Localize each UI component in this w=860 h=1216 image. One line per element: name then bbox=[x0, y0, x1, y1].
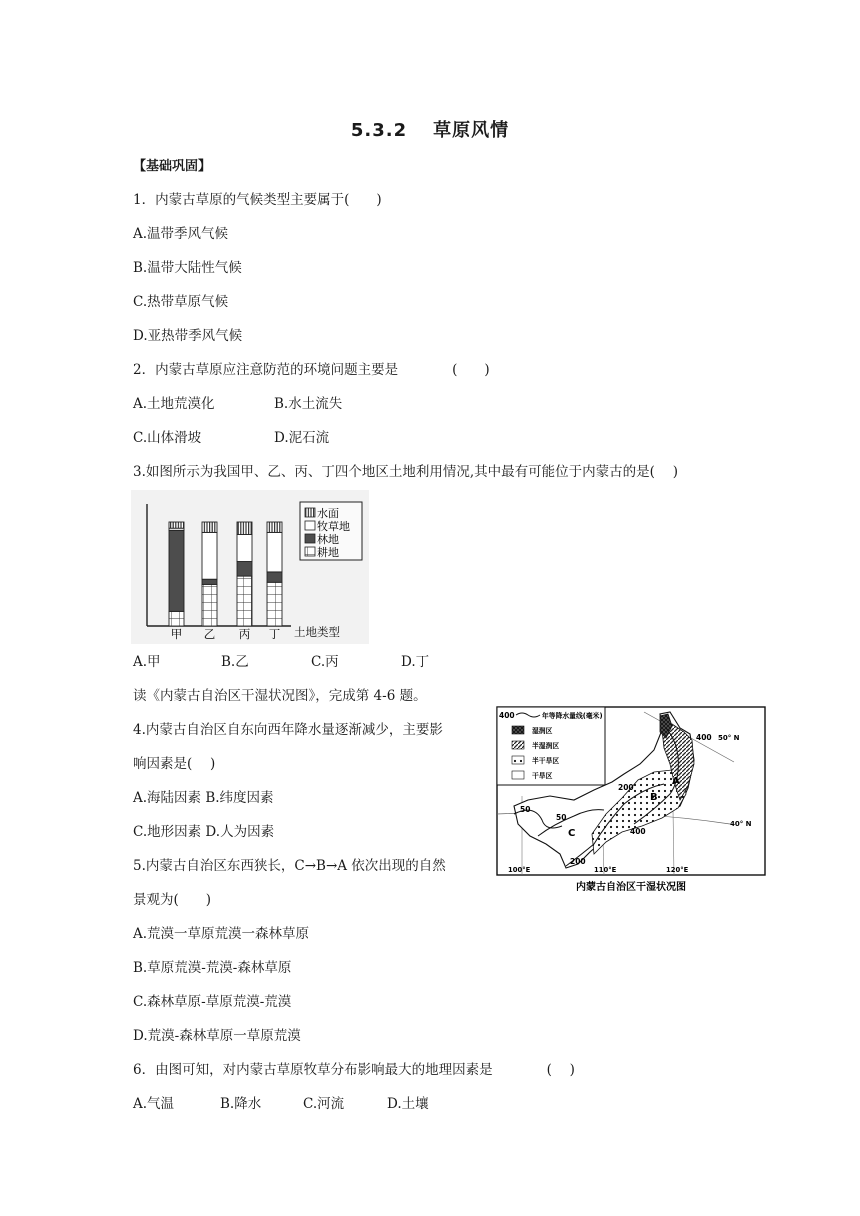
legend-label-semi-humid: 半湿润区 bbox=[532, 742, 560, 750]
question-1-option-d: D.亚热带季风气候 bbox=[133, 328, 243, 344]
lon-label-120: 120°E bbox=[666, 866, 689, 874]
isohyet-label-400-east: 400 bbox=[696, 733, 712, 742]
bar-4-pasture bbox=[267, 532, 282, 572]
question-5-option-b: B.草原荒漠-荒漠-森林草原 bbox=[133, 960, 292, 976]
legend-swatch-humid bbox=[512, 726, 524, 734]
section-heading: 【基础巩固】 bbox=[133, 159, 212, 174]
bar-4-cropland bbox=[267, 582, 282, 626]
legend-iso-label: 年等降水量线(毫米) bbox=[542, 712, 603, 720]
isohyet-label-200-south: 200 bbox=[570, 857, 586, 866]
map-caption: 内蒙古自治区干湿状况图 bbox=[576, 882, 686, 893]
lon-label-110: 110°E bbox=[594, 866, 617, 874]
title-number: 5.3.2 bbox=[350, 120, 408, 141]
legend-label-water: 水面 bbox=[317, 507, 339, 520]
legend-swatch-cropland bbox=[305, 547, 315, 556]
region-label-a: A bbox=[672, 776, 680, 787]
bar-3-pasture bbox=[237, 535, 252, 562]
region-label-c: C bbox=[568, 828, 576, 839]
page-title bbox=[0, 116, 860, 142]
question-4-stem-line1: 4.内蒙古自治区自东向西年降水量逐渐减少，主要影 bbox=[133, 722, 443, 738]
question-4-options-ab: A.海陆因素 B.纬度因素 bbox=[133, 790, 274, 806]
bar-1-water bbox=[169, 522, 184, 528]
legend-swatch-water bbox=[305, 508, 315, 517]
legend-label-semi-arid: 半干旱区 bbox=[532, 757, 560, 765]
question-6-option-d: D.土壤 bbox=[387, 1096, 429, 1112]
legend-swatch-forest bbox=[305, 534, 315, 543]
bar-1-cropland bbox=[169, 611, 184, 626]
category-label-3: 丙 bbox=[238, 627, 251, 641]
title-text: 草原风情 bbox=[433, 120, 510, 141]
question-5-stem-line2: 景观为( ) bbox=[133, 892, 212, 908]
lat-label-40: 40° N bbox=[730, 820, 752, 828]
question-3-option-b: B.乙 bbox=[221, 654, 249, 670]
question-2-option-b: B.水土流失 bbox=[274, 396, 343, 412]
bar-2-water bbox=[202, 522, 217, 532]
reading-instruction: 读《内蒙古自治区干湿状况图》，完成第 4-6 题。 bbox=[133, 688, 427, 704]
dry-wet-map bbox=[494, 704, 768, 898]
question-1-stem: 1．内蒙古草原的气候类型主要属于( ) bbox=[133, 192, 382, 208]
question-2-stem: 2．内蒙古草原应注意防范的环境问题主要是 ( ) bbox=[133, 362, 490, 378]
question-5-option-d: D.荒漠-森林草原一草原荒漠 bbox=[133, 1028, 301, 1044]
question-2-option-a: A.土地荒漠化 bbox=[133, 396, 215, 412]
question-6-stem: 6．由图可知，对内蒙古草原牧草分布影响最大的地理因素是 ( ) bbox=[133, 1062, 575, 1078]
legend-label-humid: 湿润区 bbox=[532, 727, 553, 735]
land-use-chart bbox=[131, 490, 369, 644]
question-2-option-c: C.山体滑坡 bbox=[133, 430, 202, 446]
bar-2-cropland bbox=[202, 584, 217, 626]
bar-3-cropland bbox=[237, 576, 252, 626]
x-axis-label: 土地类型 bbox=[294, 625, 340, 639]
question-2-option-d: D.泥石流 bbox=[274, 430, 330, 446]
question-5-stem-line1: 5.内蒙古自治区东西狭长，C→B→A 依次出现的自然 bbox=[133, 858, 446, 874]
isohyet-label-50-east: 50 bbox=[556, 813, 567, 822]
legend-swatch-semi-arid bbox=[512, 756, 524, 764]
legend-swatch-pasture bbox=[305, 521, 315, 530]
legend-label-arid: 干旱区 bbox=[532, 772, 553, 780]
category-label-2: 乙 bbox=[203, 627, 216, 641]
legend-label-cropland: 耕地 bbox=[317, 546, 339, 559]
question-6-option-b: B.降水 bbox=[220, 1096, 262, 1112]
question-5-option-c: C.森林草原-草原荒漠-荒漠 bbox=[133, 994, 292, 1010]
legend-swatch-arid bbox=[512, 771, 524, 779]
isohyet-label-200-north: 200 bbox=[618, 783, 634, 792]
isohyet-label-50-west: 50 bbox=[520, 805, 531, 814]
category-label-4: 丁 bbox=[268, 627, 281, 641]
bar-4-water bbox=[267, 522, 282, 532]
category-label-1: 甲 bbox=[170, 627, 183, 641]
legend-swatch-semi-humid bbox=[512, 741, 524, 749]
bar-4-forest bbox=[267, 572, 282, 582]
question-6-option-a: A.气温 bbox=[133, 1096, 175, 1112]
question-6-option-c: C.河流 bbox=[303, 1096, 345, 1112]
question-3-option-c: C.丙 bbox=[311, 654, 339, 670]
bar-3-forest bbox=[237, 562, 252, 577]
question-1-option-a: A.温带季风气候 bbox=[133, 226, 229, 242]
isohyet-label-400-south: 400 bbox=[630, 827, 646, 836]
question-1-option-c: C.热带草原气候 bbox=[133, 294, 229, 310]
question-1-option-b: B.温带大陆性气候 bbox=[133, 260, 242, 276]
question-4-options-cd: C.地形因素 D.人为因素 bbox=[133, 824, 275, 840]
legend-label-pasture: 牧草地 bbox=[317, 520, 350, 533]
question-3-option-a: A.甲 bbox=[133, 654, 161, 670]
question-3-option-d: D.丁 bbox=[401, 654, 430, 670]
bar-2-pasture bbox=[202, 532, 217, 579]
bar-3-water bbox=[237, 522, 252, 535]
lon-label-100: 100°E bbox=[508, 866, 531, 874]
legend-label-forest: 林地 bbox=[317, 533, 339, 546]
bar-1-forest bbox=[169, 530, 184, 611]
question-3-stem: 3.如图所示为我国甲、乙、丙、丁四个地区土地利用情况,其中最有可能位于内蒙古的是( ) bbox=[133, 464, 678, 480]
lat-label-50: 50° N bbox=[718, 734, 740, 742]
bar-2-forest bbox=[202, 579, 217, 584]
legend-iso-number: 400 bbox=[499, 711, 515, 720]
region-label-b: B bbox=[650, 792, 658, 803]
question-4-stem-line2: 响因素是( ) bbox=[133, 756, 216, 772]
question-5-option-a: A.荒漠一草原荒漠一森林草原 bbox=[133, 926, 310, 942]
